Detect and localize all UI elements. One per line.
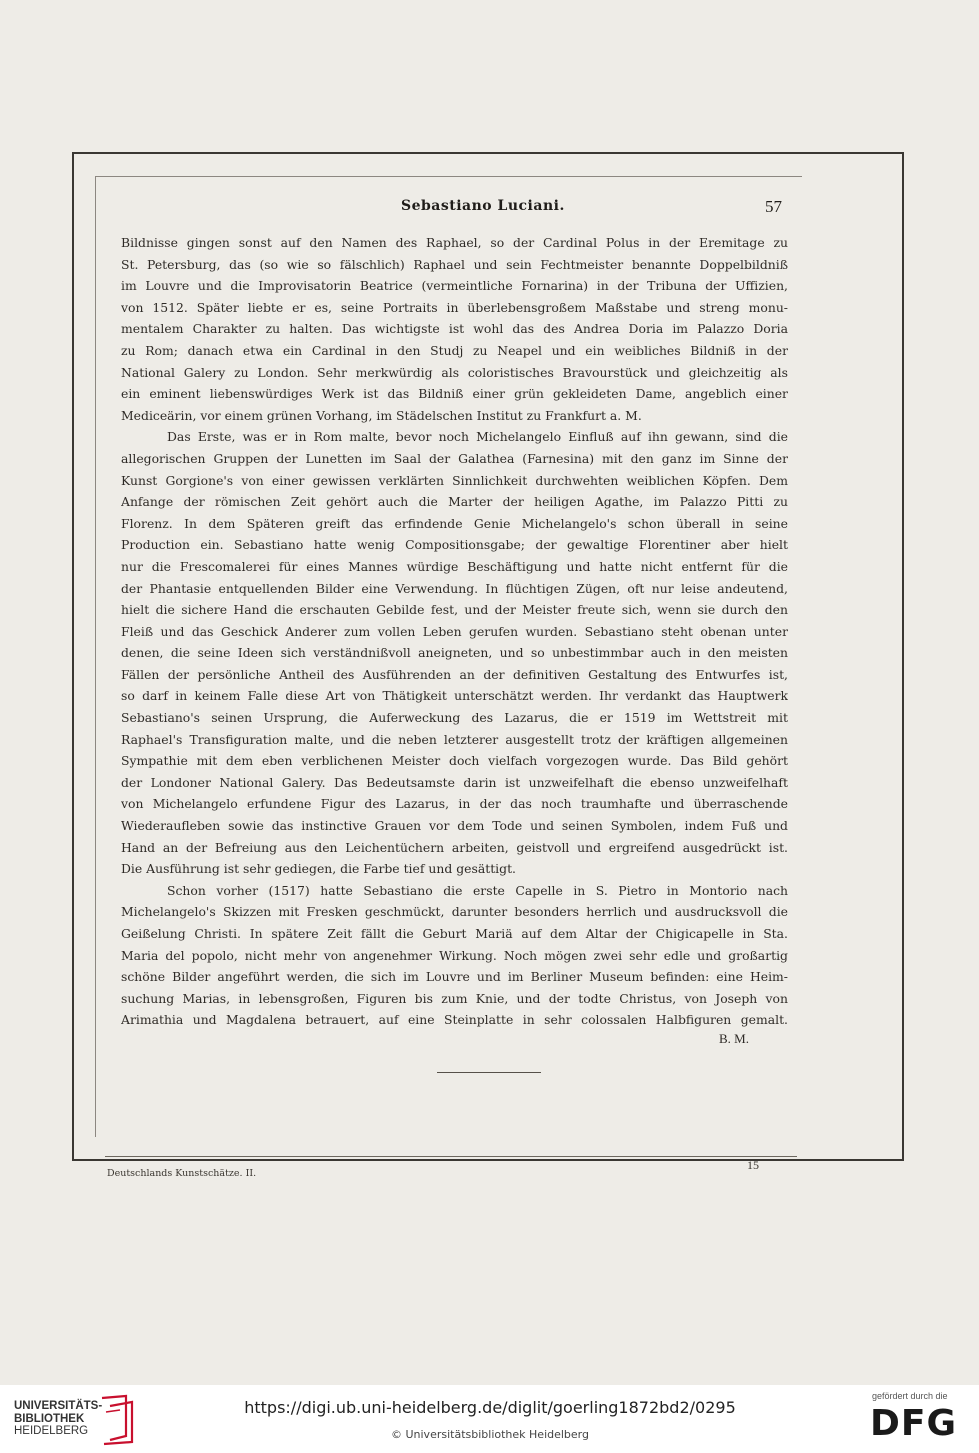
page-number: 57 [765, 197, 782, 216]
text-line: hielt die sichere Hand die erschauten Gebilde fest, und der Meister freute sich, wenn sie durch den [121, 602, 788, 618]
text-line: Die Ausführung ist sehr gediegen, die Farbe tief und gesättigt. [121, 861, 516, 877]
text-line: Bildnisse gingen sonst auf den Namen des Raphael, so der Cardinal Polus in der Eremitage zu [121, 235, 788, 250]
text-line: Maria del popolo, nicht mehr von angenehmer Wirkung. Noch mögen zwei sehr edle und großartig [121, 947, 788, 963]
text-line: der Phantasie entquellenden Bilder eine Verwendung. In flüchtigen Zügen, oft nur leise andeutend, [121, 580, 788, 596]
author-signature: B. M. [719, 1031, 749, 1046]
text-line: zu Rom; danach etwa ein Cardinal in den Studj zu Neapel und ein weibliches Bildniß in der [121, 342, 788, 358]
running-head: Sebastiano Luciani. [401, 198, 565, 214]
text-line: Fällen der persönliche Antheil des Ausführenden an der definitiven Gestaltung des Entwurfes ist, [121, 666, 788, 682]
viewer-footer-banner [0, 1385, 979, 1453]
text-line: Hand an der Befreiung aus den Leichentüchern arbeiten, geistvoll und ergreifend ausgedrückt ist. [121, 839, 788, 855]
ub-library-mark-icon [96, 1388, 138, 1446]
text-line: Geißelung Christi. In spätere Zeit fällt die Geburt Mariä auf dem Altar der Chigicapelle in Sta. [121, 926, 788, 941]
text-line: nur die Frescomalerei für eines Mannes würdige Beschäftigung und hatte nicht entfernt für die [121, 558, 788, 574]
text-line: suchung Marias, in lebensgroßen, Figuren bis zum Knie, und der todte Christus, von Joseph von [121, 990, 788, 1006]
text-line: ein eminent liebenswürdiges Werk ist das Bildniß einer grün gekleideten Dame, angeblich einer [121, 386, 788, 402]
text-line: der Londoner National Galery. Das Bedeutsamste darin ist unzweifelhaft die ebenso unzweifelhaft [121, 774, 788, 790]
text-line: im Louvre und die Improvisatorin Beatrice (vermeintliche Fornarina) in der Tribuna der Uffizien, [121, 278, 788, 294]
text-line: denen, die seine Ideen sich verständnißvoll aneigneten, und so unbestimmbar auch in den meisten [121, 645, 788, 661]
text-line: Sympathie mit dem eben verblichenen Meister doch vielfach vorgezogen wurde. Das Bild gehört [121, 753, 788, 769]
logo-text-line: HEIDELBERG [14, 1425, 89, 1437]
funding-label: gefördert durch die [872, 1391, 948, 1401]
text-line: Michelangelo's Skizzen mit Fresken geschmückt, darunter besonders herrlich und ausdrucksvoll die [121, 904, 788, 920]
text-line: Raphael's Transfiguration malte, und die neben letzterer ausgestellt trotz der kräftigen allgemeinen [121, 731, 788, 747]
article-body [121, 232, 788, 1031]
copyright-notice: © Universitätsbibliothek Heidelberg [390, 1428, 589, 1441]
text-line: Anfange der römischen Zeit gehört auch die Marter der heiligen Agathe, im Palazzo Pitti zu [121, 494, 788, 510]
text-line: Production ein. Sebastiano hatte wenig Compositionsgabe; der gewaltige Florentiner aber hielt [121, 537, 788, 553]
ub-heidelberg-logo[interactable] [14, 1400, 102, 1438]
text-line: Schon vorher (1517) hatte Sebastiano die erste Capelle in S. Pietro in Montorio nach [167, 882, 788, 898]
text-line: Fleiß und das Geschick Anderer zum vollen Leben gerufen wurden. Sebastiano steht obenan unter [121, 623, 788, 639]
footer-rule [105, 1156, 797, 1157]
text-line: Florenz. In dem Späteren greift das erfindende Genie Michelangelo's schon überall in seine [121, 515, 788, 531]
text-line: Mediceärin, vor einem grünen Vorhang, im Städelschen Institut zu Frankfurt a. M. [121, 407, 642, 423]
text-line: Sebastiano's seinen Ursprung, die Auferweckung des Lazarus, die er 1519 im Wettstreit mit [121, 710, 788, 726]
logo-text-line: UNIVERSITÄTS- [14, 1400, 103, 1412]
text-line: Das Erste, was er in Rom malte, bevor noch Michelangelo Einfluß auf ihn gewann, sind die [167, 429, 788, 445]
section-end-rule [437, 1072, 541, 1073]
footer-series-title: Deutschlands Kunstschätze. II. [107, 1168, 257, 1179]
permalink-url[interactable]: https://digi.ub.uni-heidelberg.de/diglit/goerling1872bd2/0295 [244, 1398, 736, 1417]
text-line: Arimathia und Magdalena betrauert, auf eine Steinplatte in sehr colossalen Halbfiguren gemalt. [121, 1012, 788, 1028]
text-line: schöne Bilder angeführt werden, die sich im Louvre und im Berliner Museum befinden: eine Heim- [121, 969, 788, 985]
text-line: St. Petersburg, das (so wie so fälschlich) Raphael und sein Fechtmeister benannte Doppelbildniß [121, 256, 788, 272]
text-line: von Michelangelo erfundene Figur des Lazarus, in der das noch traumhafte und überraschende [121, 796, 788, 812]
logo-text-line: BIBLIOTHEK [14, 1412, 85, 1425]
text-line: so darf in keinem Falle diese Art von Thätigkeit unterschätzt werden. Ihr verdankt das Hauptwerk [121, 688, 788, 704]
dfg-logo[interactable]: DFG [870, 1403, 958, 1444]
text-line: mentalem Charakter zu halten. Das wichtigste ist wohl das des Andrea Doria im Palazzo Doria [121, 321, 788, 337]
text-line: Kunst Gorgione's von einer gewissen verklärten Sinnlichkeit durchwehten weiblichen Köpfen. Dem [121, 472, 788, 488]
text-line: Wiederaufleben sowie das instinctive Grauen vor dem Tode und seinen Symbolen, indem Fuß und [121, 818, 788, 834]
printer-signature-number: 15 [747, 1158, 759, 1172]
text-line: allegorischen Gruppen der Lunetten im Saal der Galathea (Farnesina) mit den ganz im Sinne der [121, 450, 788, 466]
text-line: von 1512. Später liebte er es, seine Portraits in überlebensgroßem Maßstabe und streng monu- [121, 299, 788, 315]
text-line: National Galery zu London. Sehr merkwürdig als coloristisches Bravourstück und gleichzeitig als [121, 364, 788, 380]
